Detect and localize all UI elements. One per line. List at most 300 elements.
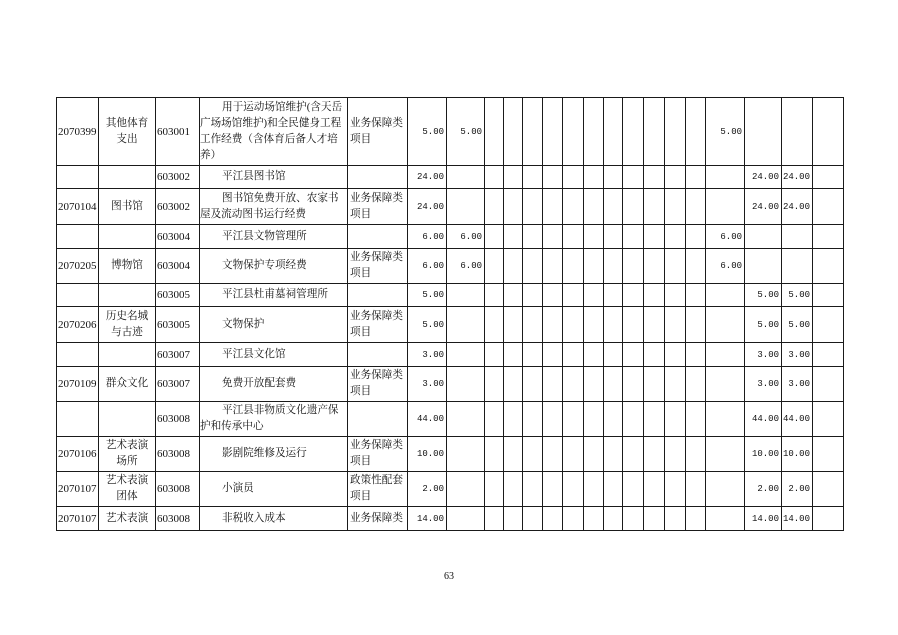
amount-cell (563, 249, 584, 284)
amount-cell (447, 472, 485, 507)
budget-table (56, 97, 844, 531)
table-row (57, 472, 844, 507)
amount-cell (665, 307, 686, 343)
unit-code-cell: 603008 (156, 472, 200, 507)
amount-cell (447, 284, 485, 307)
amount-cell (523, 225, 543, 249)
amount-cell (485, 402, 504, 437)
amount-cell (563, 343, 584, 367)
amount-cell (665, 507, 686, 531)
amount-cell (706, 307, 745, 343)
amount-cell (813, 98, 844, 166)
amount-cell (706, 402, 745, 437)
amount-cell (604, 437, 623, 472)
amount-cell (523, 472, 543, 507)
amount-cell: 2.00 (408, 472, 447, 507)
amount-cell (813, 225, 844, 249)
amount-cell (523, 437, 543, 472)
amount-cell (813, 166, 844, 189)
type-cell: 业务保障类项目 (348, 249, 408, 284)
category-cell (99, 225, 156, 249)
amount-cell (523, 402, 543, 437)
amount-cell (644, 507, 665, 531)
amount-cell (485, 343, 504, 367)
code-cell (57, 225, 99, 249)
amount-cell: 24.00 (408, 189, 447, 225)
category-cell (99, 402, 156, 437)
amount-cell (644, 249, 665, 284)
amount-cell (447, 307, 485, 343)
amount-cell (563, 189, 584, 225)
amount-cell (665, 343, 686, 367)
amount-cell (584, 189, 604, 225)
amount-cell (485, 98, 504, 166)
amount-cell: 44.00 (408, 402, 447, 437)
amount-cell (623, 225, 644, 249)
amount-cell (584, 472, 604, 507)
amount-cell (485, 472, 504, 507)
category-cell: 艺术表演团体 (99, 472, 156, 507)
unit-code-cell: 603008 (156, 507, 200, 531)
amount-cell (543, 437, 563, 472)
code-cell: 2070107 (57, 507, 99, 531)
amount-cell (563, 402, 584, 437)
amount-cell (584, 307, 604, 343)
amount-cell (813, 402, 844, 437)
amount-cell (745, 98, 782, 166)
amount-cell (623, 437, 644, 472)
amount-cell (584, 343, 604, 367)
amount-cell (623, 343, 644, 367)
unit-code-cell: 603001 (156, 98, 200, 166)
amount-cell (604, 189, 623, 225)
type-cell (348, 343, 408, 367)
amount-cell (623, 507, 644, 531)
amount-cell (504, 402, 523, 437)
amount-cell: 2.00 (745, 472, 782, 507)
amount-cell: 44.00 (745, 402, 782, 437)
table-row (57, 402, 844, 437)
code-cell: 2070399 (57, 98, 99, 166)
table-row (57, 343, 844, 367)
amount-cell (604, 225, 623, 249)
amount-cell (706, 507, 745, 531)
project-cell: 免费开放配套费 (200, 367, 348, 402)
amount-cell (543, 249, 563, 284)
code-cell: 2070109 (57, 367, 99, 402)
amount-cell: 14.00 (782, 507, 813, 531)
amount-cell (604, 343, 623, 367)
project-cell: 文物保护 (200, 307, 348, 343)
amount-cell (644, 343, 665, 367)
project-cell: 平江县文物管理所 (200, 225, 348, 249)
type-cell (348, 225, 408, 249)
amount-cell (584, 367, 604, 402)
amount-cell (686, 166, 706, 189)
category-cell (99, 284, 156, 307)
code-cell: 2070104 (57, 189, 99, 225)
category-cell: 艺术表演场所 (99, 437, 156, 472)
amount-cell (665, 98, 686, 166)
amount-cell (543, 98, 563, 166)
table-row (57, 307, 844, 343)
amount-cell (623, 249, 644, 284)
table-row (57, 166, 844, 189)
amount-cell (504, 472, 523, 507)
amount-cell (485, 249, 504, 284)
amount-cell (485, 367, 504, 402)
unit-code-cell: 603004 (156, 249, 200, 284)
amount-cell: 3.00 (782, 343, 813, 367)
amount-cell: 6.00 (408, 225, 447, 249)
project-cell: 平江县非物质文化遗产保护和传承中心 (200, 402, 348, 437)
type-cell: 业务保障类项目 (348, 98, 408, 166)
unit-code-cell: 603005 (156, 307, 200, 343)
amount-cell (504, 249, 523, 284)
amount-cell (485, 284, 504, 307)
amount-cell (504, 189, 523, 225)
amount-cell (523, 249, 543, 284)
table-row (57, 284, 844, 307)
amount-cell (813, 189, 844, 225)
amount-cell (523, 307, 543, 343)
amount-cell (604, 284, 623, 307)
amount-cell (485, 307, 504, 343)
amount-cell (447, 367, 485, 402)
amount-cell (665, 189, 686, 225)
table-row (57, 249, 844, 284)
amount-cell (644, 472, 665, 507)
amount-cell (644, 98, 665, 166)
amount-cell (523, 367, 543, 402)
amount-cell (604, 166, 623, 189)
amount-cell (644, 367, 665, 402)
table-row (57, 367, 844, 402)
amount-cell (686, 284, 706, 307)
amount-cell (485, 437, 504, 472)
amount-cell (686, 472, 706, 507)
unit-code-cell: 603008 (156, 402, 200, 437)
amount-cell (686, 189, 706, 225)
amount-cell (584, 166, 604, 189)
amount-cell: 10.00 (782, 437, 813, 472)
amount-cell (504, 507, 523, 531)
amount-cell: 10.00 (408, 437, 447, 472)
amount-cell (782, 225, 813, 249)
amount-cell (813, 343, 844, 367)
amount-cell: 3.00 (745, 343, 782, 367)
unit-code-cell: 603007 (156, 367, 200, 402)
amount-cell (604, 98, 623, 166)
amount-cell (485, 166, 504, 189)
amount-cell (543, 472, 563, 507)
category-cell: 艺术表演 (99, 507, 156, 531)
unit-code-cell: 603005 (156, 284, 200, 307)
type-cell: 业务保障类项目 (348, 307, 408, 343)
amount-cell (623, 284, 644, 307)
amount-cell (523, 189, 543, 225)
code-cell: 2070205 (57, 249, 99, 284)
amount-cell (543, 402, 563, 437)
amount-cell (543, 507, 563, 531)
amount-cell (447, 437, 485, 472)
amount-cell (644, 284, 665, 307)
code-cell (57, 284, 99, 307)
amount-cell: 5.00 (782, 307, 813, 343)
unit-code-cell: 603004 (156, 225, 200, 249)
amount-cell: 5.00 (408, 307, 447, 343)
type-cell: 业务保障类项目 (348, 189, 408, 225)
amount-cell (813, 367, 844, 402)
amount-cell (604, 249, 623, 284)
amount-cell (523, 284, 543, 307)
amount-cell (543, 343, 563, 367)
type-cell (348, 166, 408, 189)
project-cell: 文物保护专项经费 (200, 249, 348, 284)
amount-cell (686, 437, 706, 472)
amount-cell (584, 225, 604, 249)
amount-cell: 6.00 (447, 225, 485, 249)
amount-cell: 5.00 (745, 284, 782, 307)
amount-cell (665, 367, 686, 402)
table-row (57, 189, 844, 225)
amount-cell (563, 225, 584, 249)
amount-cell (623, 367, 644, 402)
amount-cell (584, 437, 604, 472)
amount-cell (745, 225, 782, 249)
amount-cell: 24.00 (782, 189, 813, 225)
table-row (57, 437, 844, 472)
code-cell: 2070107 (57, 472, 99, 507)
code-cell: 2070106 (57, 437, 99, 472)
amount-cell: 5.00 (782, 284, 813, 307)
project-cell: 平江县图书馆 (200, 166, 348, 189)
amount-cell (523, 343, 543, 367)
amount-cell: 14.00 (408, 507, 447, 531)
amount-cell (706, 189, 745, 225)
amount-cell: 24.00 (782, 166, 813, 189)
code-cell (57, 343, 99, 367)
project-cell: 影剧院维修及运行 (200, 437, 348, 472)
amount-cell (563, 472, 584, 507)
amount-cell (543, 284, 563, 307)
amount-cell (782, 98, 813, 166)
amount-cell (706, 437, 745, 472)
amount-cell (604, 367, 623, 402)
amount-cell (706, 343, 745, 367)
amount-cell (563, 507, 584, 531)
amount-cell: 3.00 (782, 367, 813, 402)
code-cell (57, 402, 99, 437)
amount-cell: 24.00 (745, 166, 782, 189)
unit-code-cell: 603008 (156, 437, 200, 472)
amount-cell (485, 189, 504, 225)
category-cell: 历史名城与古迹 (99, 307, 156, 343)
unit-code-cell: 603002 (156, 189, 200, 225)
amount-cell (623, 307, 644, 343)
amount-cell (706, 166, 745, 189)
project-cell: 平江县杜甫墓祠管理所 (200, 284, 348, 307)
amount-cell (813, 472, 844, 507)
amount-cell: 5.00 (408, 98, 447, 166)
unit-code-cell: 603002 (156, 166, 200, 189)
code-cell: 2070206 (57, 307, 99, 343)
amount-cell (447, 507, 485, 531)
amount-cell (623, 402, 644, 437)
project-cell: 平江县文化馆 (200, 343, 348, 367)
amount-cell (686, 507, 706, 531)
amount-cell: 44.00 (782, 402, 813, 437)
amount-cell: 14.00 (745, 507, 782, 531)
amount-cell (706, 472, 745, 507)
amount-cell (543, 166, 563, 189)
amount-cell (623, 189, 644, 225)
type-cell: 业务保障类项目 (348, 437, 408, 472)
amount-cell (543, 189, 563, 225)
amount-cell: 5.00 (447, 98, 485, 166)
amount-cell (504, 307, 523, 343)
amount-cell (447, 343, 485, 367)
amount-cell (604, 402, 623, 437)
type-cell: 政策性配套项目 (348, 472, 408, 507)
amount-cell: 6.00 (706, 225, 745, 249)
amount-cell (644, 402, 665, 437)
amount-cell (813, 507, 844, 531)
amount-cell (665, 437, 686, 472)
amount-cell (543, 307, 563, 343)
amount-cell (504, 166, 523, 189)
amount-cell (813, 437, 844, 472)
amount-cell: 6.00 (447, 249, 485, 284)
amount-cell (563, 367, 584, 402)
amount-cell (782, 249, 813, 284)
type-cell (348, 402, 408, 437)
code-cell (57, 166, 99, 189)
amount-cell (563, 307, 584, 343)
amount-cell (504, 225, 523, 249)
amount-cell: 10.00 (745, 437, 782, 472)
amount-cell (686, 225, 706, 249)
amount-cell (504, 437, 523, 472)
amount-cell (504, 343, 523, 367)
amount-cell (584, 507, 604, 531)
amount-cell: 3.00 (745, 367, 782, 402)
amount-cell (604, 507, 623, 531)
amount-cell (623, 166, 644, 189)
amount-cell (706, 367, 745, 402)
amount-cell (623, 472, 644, 507)
amount-cell (745, 249, 782, 284)
amount-cell (523, 98, 543, 166)
page-number: 63 (444, 571, 454, 582)
table-row (57, 98, 844, 166)
amount-cell (706, 284, 745, 307)
amount-cell (686, 249, 706, 284)
amount-cell (523, 507, 543, 531)
amount-cell (813, 249, 844, 284)
category-cell: 图书馆 (99, 189, 156, 225)
amount-cell (584, 98, 604, 166)
amount-cell: 3.00 (408, 367, 447, 402)
category-cell: 博物馆 (99, 249, 156, 284)
amount-cell (604, 307, 623, 343)
amount-cell (447, 166, 485, 189)
amount-cell: 5.00 (745, 307, 782, 343)
amount-cell (686, 98, 706, 166)
amount-cell (665, 284, 686, 307)
amount-cell (523, 166, 543, 189)
amount-cell (813, 307, 844, 343)
amount-cell: 6.00 (408, 249, 447, 284)
amount-cell (644, 307, 665, 343)
amount-cell (644, 437, 665, 472)
amount-cell (563, 98, 584, 166)
amount-cell (686, 307, 706, 343)
table-body (57, 98, 844, 531)
amount-cell: 24.00 (408, 166, 447, 189)
amount-cell (665, 166, 686, 189)
amount-cell: 6.00 (706, 249, 745, 284)
project-cell: 用于运动场馆维护(含天岳广场场馆维护)和全民健身工程工作经费（含体育后备人才培养） (200, 98, 348, 166)
category-cell (99, 166, 156, 189)
category-cell: 群众文化 (99, 367, 156, 402)
amount-cell (623, 98, 644, 166)
amount-cell (686, 343, 706, 367)
category-cell (99, 343, 156, 367)
amount-cell (504, 98, 523, 166)
amount-cell: 3.00 (408, 343, 447, 367)
amount-cell (447, 189, 485, 225)
table-row (57, 507, 844, 531)
amount-cell (543, 367, 563, 402)
type-cell: 业务保障类 (348, 507, 408, 531)
project-cell: 非税收入成本 (200, 507, 348, 531)
amount-cell (644, 166, 665, 189)
table-row (57, 225, 844, 249)
project-cell: 图书馆免费开放、农家书屋及流动图书运行经费 (200, 189, 348, 225)
amount-cell (686, 367, 706, 402)
amount-cell (584, 284, 604, 307)
amount-cell (644, 189, 665, 225)
amount-cell (665, 249, 686, 284)
amount-cell: 5.00 (706, 98, 745, 166)
amount-cell (563, 166, 584, 189)
category-cell: 其他体育支出 (99, 98, 156, 166)
amount-cell (485, 507, 504, 531)
amount-cell: 2.00 (782, 472, 813, 507)
amount-cell (665, 472, 686, 507)
amount-cell (485, 225, 504, 249)
amount-cell (644, 225, 665, 249)
amount-cell (563, 284, 584, 307)
unit-code-cell: 603007 (156, 343, 200, 367)
amount-cell (665, 225, 686, 249)
amount-cell (543, 225, 563, 249)
amount-cell (665, 402, 686, 437)
amount-cell (584, 402, 604, 437)
amount-cell (813, 284, 844, 307)
type-cell (348, 284, 408, 307)
amount-cell (447, 402, 485, 437)
amount-cell (504, 284, 523, 307)
amount-cell: 5.00 (408, 284, 447, 307)
project-cell: 小演员 (200, 472, 348, 507)
amount-cell (504, 367, 523, 402)
amount-cell (563, 437, 584, 472)
amount-cell (584, 249, 604, 284)
type-cell: 业务保障类项目 (348, 367, 408, 402)
amount-cell (604, 472, 623, 507)
